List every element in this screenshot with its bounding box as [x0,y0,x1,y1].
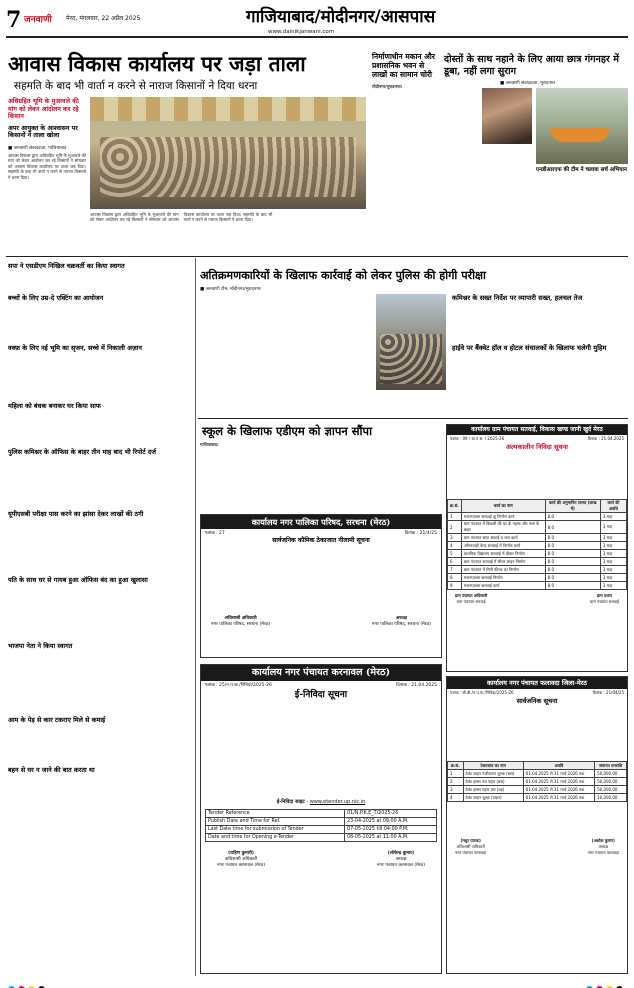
table-row [448,786,627,794]
table-header-cell: जमानत धनराशि [595,762,627,770]
notice-phalawada: कार्यालय नगर पंचायत फलावदा जिला-मेरठ पत्रांक : बी.बी./न.प.फ./निविदा/2025-26 दिनांक : 21/04/25 सार्वजनिक सूचना क्र.सं. ठेकाजात का नाम अवधि जमानत धनराशि 1 ठेका वाहन पंजीकरण शुल्क (बस) 01.04.2025 से 31 मार्च 2026 तक 50,000.00 2 ठेका हलस पंच पहल (बस) 01.04.2025 से 31 मार्च 2026 तक 50,000.00 3 ठेका हलस पहल चार (वह) 01.04.2025 से 31 मार्च 2026 तक 50,000.00 4 ठेका वाहन शुल्क (वाहन) 01.04.2025 से 31 मार्च 2026 तक 10,000.00 (मधुर पाठक) अधिशासी अधिकारी नगर पंचायत फलावदा (अशोक कुमार) अध्यक्ष नगर पंचायत फलावदा [446,676,628,974]
notice-sardhana-ref: पत्रांक : 27 [205,531,225,536]
table-cell: ग्राम पंचायत में मिनी फ़ील्ड का निर्माण [461,566,545,574]
table-cell: 3 माह [600,574,626,582]
table-cell: 8.0 [545,574,600,582]
header-rule [6,36,628,38]
table-cell: 23-04-2025 at 09:00 A.M. [345,818,437,826]
table-cell: Date and time for Opening e-Tender [206,834,345,842]
drown-byline: ■ जनवाणी संवाददाता, मुरादनगर [500,81,556,86]
rule-2 [198,418,628,419]
left-h2: बच्चों के लिए उम्र-दे एक्टिंग का आयोजन [8,294,104,302]
table-cell: 5 [448,550,462,558]
notice-phalawada-sign-left: (मधुर पाठक) [460,838,481,843]
notice-satwai-ref: पत्रांक : 09 / ग्रा.पं.स. / 2025-26 [450,436,505,441]
left-h4: महिला को बंधक बनाकर घर किया साफ [8,402,101,410]
left-col-rule [195,258,196,976]
table-cell: 2 [448,778,464,786]
table-cell: 8.0 [545,582,600,590]
notice-karnawal-table [205,809,437,842]
table-cell: 1 [448,770,464,778]
school-body: गाजियाबाद। [200,442,219,447]
notice-sardhana-sign-left: अधिशासी अधिकारी [224,616,257,621]
table-cell: 3 माह [600,534,626,542]
table-cell: 8.0 [545,513,600,521]
registration-marks-left [8,978,48,988]
table-cell: 9 [448,582,462,590]
drown-photo-portrait [482,88,532,144]
registration-marks-right [586,978,626,988]
protest-crowd [100,137,356,197]
table-cell: 3 माह [600,550,626,558]
police-byline: ■ जनवाणी टीम, मोदीनगर/मुरादनगर [200,287,261,292]
table-cell: Last Date time for submission of Tender [206,826,345,834]
notice-karnawal-title: कार्यालय नगर पंचायत करनावल (मेरठ) [201,665,441,681]
left-h6: यूपीएसबी परीक्षा पास करने का झांसा देकर लाखों की ठगी [8,510,144,518]
left-h9: आम के पेड़ से कार टकराए मिले से कमाई [8,716,106,724]
table-cell: ठेका वाहन पंजीकरण शुल्क (बस) [463,770,523,778]
rule-1 [6,256,628,257]
notice-sardhana-sign-right: अध्यक्ष [395,616,407,621]
table-cell: 8.0 [545,542,600,550]
table-cell: ठेका वाहन शुल्क (वाहन) [463,794,523,802]
table-cell: 01.04.2025 से 31 मार्च 2026 तक [523,778,594,786]
table-row [448,550,627,558]
dateline: मेरठ, मंगलवार, 22 अप्रैल 2025 [66,15,141,22]
table-cell: Publish Date and Time for Ref. [206,818,345,826]
table-row [206,834,437,842]
commissioner-headline: कमिश्नर के सख्त निर्देश पर व्यापारी सख्त, हलचल तेज [452,294,583,302]
table-row [206,818,437,826]
lead-photo [90,97,366,209]
notice-satwai: कार्यालय ग्राम पंचायत सतवाई, विकास खण्ड जानी खुर्द मेरठ पत्रांक : 09 / ग्रा.पं.स. / 2025-26 दिनांक : 21.04.2025 अल्पकालीन निविदा सूचना क्र.सं. कार्य का नाम कार्य की अनुमानित लागत (लाख में) कार्य की अवधि 1 मजनपाल्ला सतवाई क्षू निर्माण कार्य 8.0 3 माह 2 ग्राम पंचायत में बिजली की घर के गहला और पास के बाहर 8.0 3 माह 3 ग्राम पंचायत साफ़ सफ़ाई व जल कार्य 8.0 3 माह 4 आँगनवाड़ी केन्द्र सतवाई में निर्माण कार्य 8.0 3 माह 5 प्राथमिक विद्यालय सतवाई में दीवार निर्माण 8.0 3 माह 6 ग्राम पंचायत सतवाई में सीवर लाइन निर्माण 8.0 3 माह 7 ग्राम पंचायत में मिनी फ़ील्ड का निर्माण 8.0 3 माह 8 मजनपाल्ला सतवाई निर्माण 8.0 3 माह 9 मजनपाल्ला सतवाई कार्य 8.0 3 माह ग्राम पंचायत अधिकारी ग्राम पंचायत सतवाई ग्राम प्रधान ग्राम पंचायत सतवाई [446,424,628,672]
notice-satwai-heading: अल्पकालीन निविदा सूचना [506,443,568,451]
table-header-cell: अवधि [523,762,594,770]
table-cell: 8 [448,574,462,582]
table-cell: मजनपाल्ला सतवाई क्षू निर्माण कार्य [461,513,545,521]
notice-sardhana-date: दिनांक : 21/4/25 [404,531,437,536]
table-cell: 4 [448,542,462,550]
table-row [448,582,627,590]
table-row [206,810,437,818]
commissioner-subheadline: हाईवे पर बैंक्वेट हॉल व होटल संचालकों के खिलाफ चलेगी मुहिम [452,344,607,353]
side-headline: निर्माणाधीन मकान और प्रशासनिक भवन से लाखों का सामान चोरी [372,52,435,80]
table-cell: प्राथमिक विद्यालय सतवाई में दीवार निर्माण [461,550,545,558]
table-cell: 3 माह [600,521,626,534]
notice-karnawal-sign-right: (लोकेन्द्र कुमार) [387,851,415,856]
notice-karnawal-portal-label: ई-निविदा साइट [276,799,305,805]
section-title: गाजियाबाद/मोदीनगर/आसपास [246,7,436,27]
page-header [6,6,628,40]
notice-karnawal-heading: ई-निविदा सूचना [294,690,348,700]
notice-phalawada-heading: सार्वजनिक सूचना [516,697,558,705]
notice-satwai-date: दिनांक : 21.04.2025 [587,436,624,441]
table-cell: आँगनवाड़ी केन्द्र सतवाई में निर्माण कार्य [461,542,545,550]
table-row [448,542,627,550]
left-h10: बहन से घर न जाने की बात करता था [8,766,95,774]
table-row [448,794,627,802]
lead-kicker: अधिग्रहित भूमि के मुआवजे की मांग को लेकर आंदोलन कर रहे किसान अपर आयुक्त के आश्वासन पर किसानों ने ताला खोला ■ जनवाणी संवाददाता, गाजियाबाद आवास विकास द्वारा अधिग्रहित भूमि के मुआवजे की मांग को लेकर आंदोलन कर रहे किसानों ने सोमवार को आवास विकास कार्यालय पर ताला जड़ दिया। सहमति के बाद भी वार्ता न करने से नाराज किसानों ने धरना दिया। [8,98,86,295]
table-cell: 50,000.00 [595,786,627,794]
lead-subheadline: सहमति के बाद भी वार्ता न करने से नाराज किसानों ने दिया धरना [14,80,258,92]
tent-canopy [90,97,366,121]
website: www.dainikjanwani.com [268,29,335,35]
drown-body [444,88,480,248]
notice-sardhana: कार्यालय नगर पालिका परिषद, सरधना (मेरठ) पत्रांक : 27 दिनांक : 21/4/25 सार्वजनिक कौमिक ठेकाजात नीलामी सूचना अधिशासी अधिकारी नगर पालिका परिषद, सरधना (मेरठ) अध्यक्ष नगर पालिका परिषद, सरधना (मेरठ) [200,514,442,658]
school-headline: स्कूल के खिलाफ एडीएम को ज्ञापन सौंपा [202,424,373,438]
notice-karnawal-ref: पत्रांक : 25/न.प.क./निविदा/2025-26 [205,683,272,688]
drown-body-3 [536,184,628,248]
table-header-cell: कार्य का नाम [461,500,545,513]
left-h7: पति के साथ घर से गायब हुआ ऑफिस बंद का हुआ खुलासा [8,576,148,584]
drown-body-2 [482,148,534,248]
police-body [200,294,372,412]
table-cell: 8.0 [545,550,600,558]
police-photo [376,294,446,390]
table-cell: 07-05-2025 till 04:00 P.M. [345,826,437,834]
lead-headline: आवास विकास कार्यालय पर जड़ा ताला [8,51,306,76]
left-h3: वक्फ़ के लिए नई भूमि का सृजन, सच्चे में निकाली अज़ान [8,344,142,352]
table-cell: 50,000.00 [595,778,627,786]
commissioner-story [452,294,628,402]
table-cell: 01.04.2025 से 31 मार्च 2026 तक [523,786,594,794]
table-cell: ठेका हलस पहल चार (वह) [463,786,523,794]
table-cell: 8.0 [545,558,600,566]
table-cell: Tender Reference [206,810,345,818]
drown-headline: दोस्तों के साथ नहाने के लिए आया छात्र गंगनहर में डूबा, नहीं लगा सुराग [444,54,619,77]
table-row [448,534,627,542]
table-cell: 1 [448,513,462,521]
table-cell: मजनपाल्ला सतवाई कार्य [461,582,545,590]
table-row [206,826,437,834]
table-row [448,513,627,521]
table-cell: 8.0 [545,566,600,574]
left-column [8,262,192,974]
table-row [448,558,627,566]
table-row [448,770,627,778]
notice-satwai-sign-left: ग्राम पंचायत अधिकारी [455,593,488,598]
drown-caption: एनडीआरएफ की टीम ने चलाया सर्च अभियान [536,167,627,173]
table-row [448,574,627,582]
table-row [448,521,627,534]
notice-satwai-title: कार्यालय ग्राम पंचायत सतवाई, विकास खण्ड जानी खुर्द मेरठ [447,425,627,435]
table-cell: 3 माह [600,566,626,574]
brand-logo: जनवाणी [24,15,52,25]
left-h1: सपा ने एसडीएम निखिल चक्रवर्ती का किया स्वागत [8,262,125,270]
side-body: मोदीनगर/मुरादनगर। [372,83,403,89]
table-cell: 8.0 [545,534,600,542]
notice-phalawada-table [447,761,627,802]
table-cell: ठेका हलस पंच पहल (बस) [463,778,523,786]
notice-sardhana-heading: सार्वजनिक कौमिक ठेकाजात नीलामी सूचना [272,537,370,544]
notice-karnawal-sign-left: (राहिण कुमारी) [228,851,254,856]
table-cell: 50,000.00 [595,770,627,778]
page-number: 7 [6,7,22,33]
notice-phalawada-sign-right: (अशोक कुमार) [591,838,615,843]
table-cell: 01/N.P.K.E_T/2025-26 [345,810,437,818]
left-h5: पुलिस कमिश्नर के ऑफिस के बाहर तीन माह बाद भी रिपोर्ट दर्ज [8,448,156,456]
table-row [448,566,627,574]
table-cell: 3 [448,786,464,794]
table-cell: 3 माह [600,558,626,566]
table-cell: 3 माह [600,582,626,590]
table-cell: 3 माह [600,542,626,550]
side-story [372,52,438,232]
police-body-2 [376,394,446,414]
lead-byline: ■ जनवाणी संवाददाता, गाजियाबाद [8,145,67,151]
table-header-cell: ठेकाजात का नाम [463,762,523,770]
notice-karnawal-date: दिनांक : 21.04.2025 [396,683,437,688]
table-cell: 01.04.2025 से 31 मार्च 2026 तक [523,794,594,802]
notice-satwai-sign-right: ग्राम प्रधान [597,593,613,598]
table-header-cell: क्र.सं. [448,762,464,770]
table-row [448,778,627,786]
table-cell: ग्राम पंचायत सतवाई में सीवर लाइन निर्माण [461,558,545,566]
notice-phalawada-ref: पत्रांक : बी.बी./न.प.फ./निविदा/2025-26 [450,690,514,695]
table-header-cell: कार्य की अनुमानित लागत (लाख में) [545,500,600,513]
table-cell: 6 [448,558,462,566]
table-header-cell: कार्य की अवधि [600,500,626,513]
table-cell: ग्राम पंचायत साफ़ सफ़ाई व जल कार्य [461,534,545,542]
ndrf-boat [550,128,610,142]
notice-phalawada-date: दिनांक : 21/04/25 [592,690,624,695]
table-cell: 01.04.2025 से 31 मार्च 2026 तक [523,770,594,778]
table-cell: 4 [448,794,464,802]
notice-phalawada-title: कार्यालय नगर पंचायत फलावदा जिला-मेरठ [447,677,627,689]
notice-satwai-table [447,499,627,590]
table-header-cell: क्र.सं. [448,500,462,513]
table-cell: 08-05-2025 at 11:00 A.M. [345,834,437,842]
table-cell: 7 [448,566,462,574]
police-headline: अतिक्रमणकारियों के खिलाफ कार्रवाई को लेकर पुलिस की होगी परीक्षा [200,268,486,282]
left-h8: भाजपा नेता ने किया स्वागत [8,642,73,650]
lead-body-cols: आवास विकास द्वारा अधिग्रहित भूमि के मुआवजे की मांग को लेकर आंदोलन कर रहे किसानों ने सोमवार को आवास विकास कार्यालय पर ताला जड़ दिया। सहमति के बाद भी वार्ता न करने से नाराज किसानों ने धरना दिया। [90,212,273,223]
drown-photo-ndrf [536,88,628,164]
table-cell: ग्राम पंचायत में बिजली की घर के गहला और पास के बाहर [461,521,545,534]
notice-karnawal-portal[interactable]: www.etender.up.nic.in [309,799,366,805]
table-cell: 3 माह [600,513,626,521]
table-cell: 3 [448,534,462,542]
table-cell: 10,000.00 [595,794,627,802]
table-cell: मजनपाल्ला सतवाई निर्माण [461,574,545,582]
market-crowd [380,334,442,384]
notice-sardhana-title: कार्यालय नगर पालिका परिषद, सरधना (मेरठ) [201,515,441,529]
notice-karnawal: कार्यालय नगर पंचायत करनावल (मेरठ) पत्रांक : 25/न.प.क./निविदा/2025-26 दिनांक : 21.04.2025 ई-निविदा सूचना ई-निविदा साइट - www.etender.up.nic.in Tender Reference 01/N.P.K.E_T/2025-26 Publish Date and Time for Ref. 23-04-2025 at 09:00 A.M. Last Date time for submission of Tender 07-05-2025 till 04:00 P.M. Date and time for Opening e-Tender 08-05-2025 at 11:00 A.M. (राहिण कुमारी) अधिशासी अधिकारी नगर पंचायत करनावल (मेरठ) (लोकेन्द्र कुमार) अध्यक्ष नगर पंचायत करनावल (मेरठ) [200,664,442,974]
table-cell: 8.0 [545,521,600,534]
lead-body: आवास विकास द्वारा अधिग्रहित भूमि के मुआवजे की मांग को लेकर आंदोलन कर रहे किसानों ने सोमवार को आवास विकास कार्यालय पर ताला जड़ दिया। सहमति के बाद भी वार्ता न करने से नाराज किसानों ने धरना दिया। [8,152,86,180]
table-cell: 2 [448,521,462,534]
